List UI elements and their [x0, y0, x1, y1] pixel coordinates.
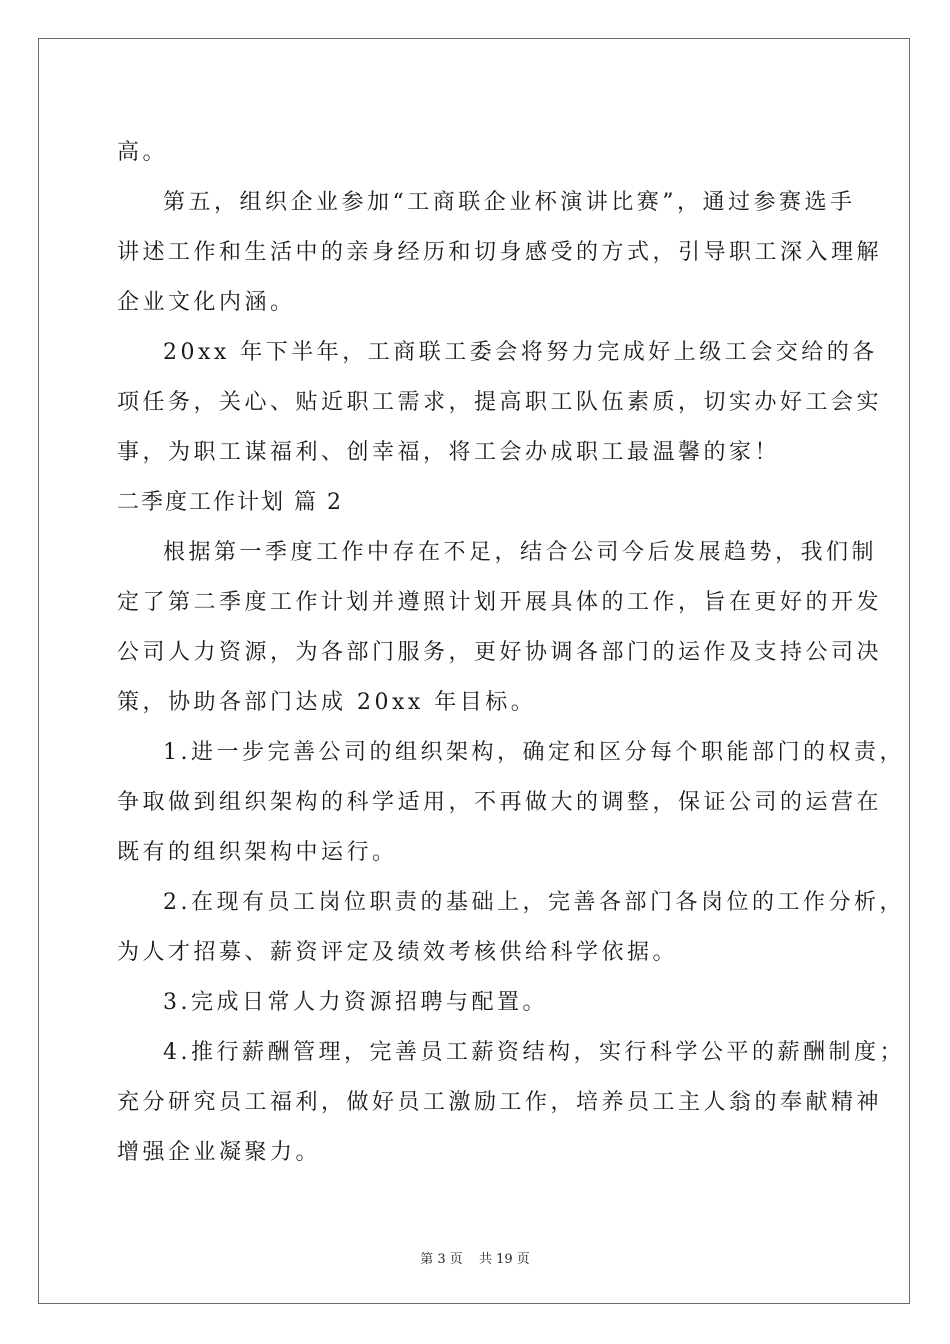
page-footer	[0, 1248, 950, 1267]
paragraph-line: 公司人力资源，为各部门服务，更好协调各部门的运作及支持公司决	[117, 640, 883, 665]
paragraph-line: 项任务，关心、贴近职工需求，提高职工队伍素质，切实办好工会实	[117, 390, 883, 415]
paragraph-line: 高。	[117, 140, 169, 165]
paragraph-line: 3.完成日常人力资源招聘与配置。	[163, 990, 548, 1015]
paragraph-line: 企业文化内涵。	[117, 290, 296, 315]
document-body	[117, 128, 905, 1178]
paragraph-line: 事，为职工谋福利、创幸福，将工会办成职工最温馨的家！	[117, 440, 781, 465]
page-number: 第 3 页	[420, 1252, 463, 1267]
paragraph-line: 充分研究员工福利，做好员工激励工作，培养员工主人翁的奉献精神	[117, 1090, 883, 1115]
paragraph-line: 第五，组织企业参加“工商联企业杯演讲比赛”，通过参赛选手	[163, 190, 856, 215]
paragraph-line: 讲述工作和生活中的亲身经历和切身感受的方式，引导职工深入理解	[117, 240, 883, 265]
section-heading: 二季度工作计划 篇 2	[117, 490, 343, 515]
paragraph-line: 20xx 年下半年，工商联工委会将努力完成好上级工会交给的各	[163, 340, 878, 365]
paragraph-line: 4.推行薪酬管理，完善员工薪资结构，实行科学公平的薪酬制度；	[163, 1040, 905, 1065]
paragraph-line: 定了第二季度工作计划并遵照计划开展具体的工作，旨在更好的开发	[117, 590, 883, 615]
paragraph-line: 为人才招募、薪资评定及绩效考核供给科学依据。	[117, 940, 679, 965]
paragraph-line: 策，协助各部门达成 20xx 年目标。	[117, 690, 537, 715]
paragraph-line: 既有的组织架构中运行。	[117, 840, 398, 865]
paragraph-line: 增强企业凝聚力。	[117, 1140, 322, 1165]
total-pages: 共 19 页	[478, 1252, 530, 1267]
paragraph-line: 根据第一季度工作中存在不足，结合公司今后发展趋势，我们制	[163, 540, 878, 565]
paragraph-line: 1.进一步完善公司的组织架构，确定和区分每个职能部门的权责，	[163, 740, 905, 765]
paragraph-line: 争取做到组织架构的科学适用，不再做大的调整，保证公司的运营在	[117, 790, 883, 815]
paragraph-line: 2.在现有员工岗位职责的基础上，完善各部门各岗位的工作分析，	[163, 890, 905, 915]
